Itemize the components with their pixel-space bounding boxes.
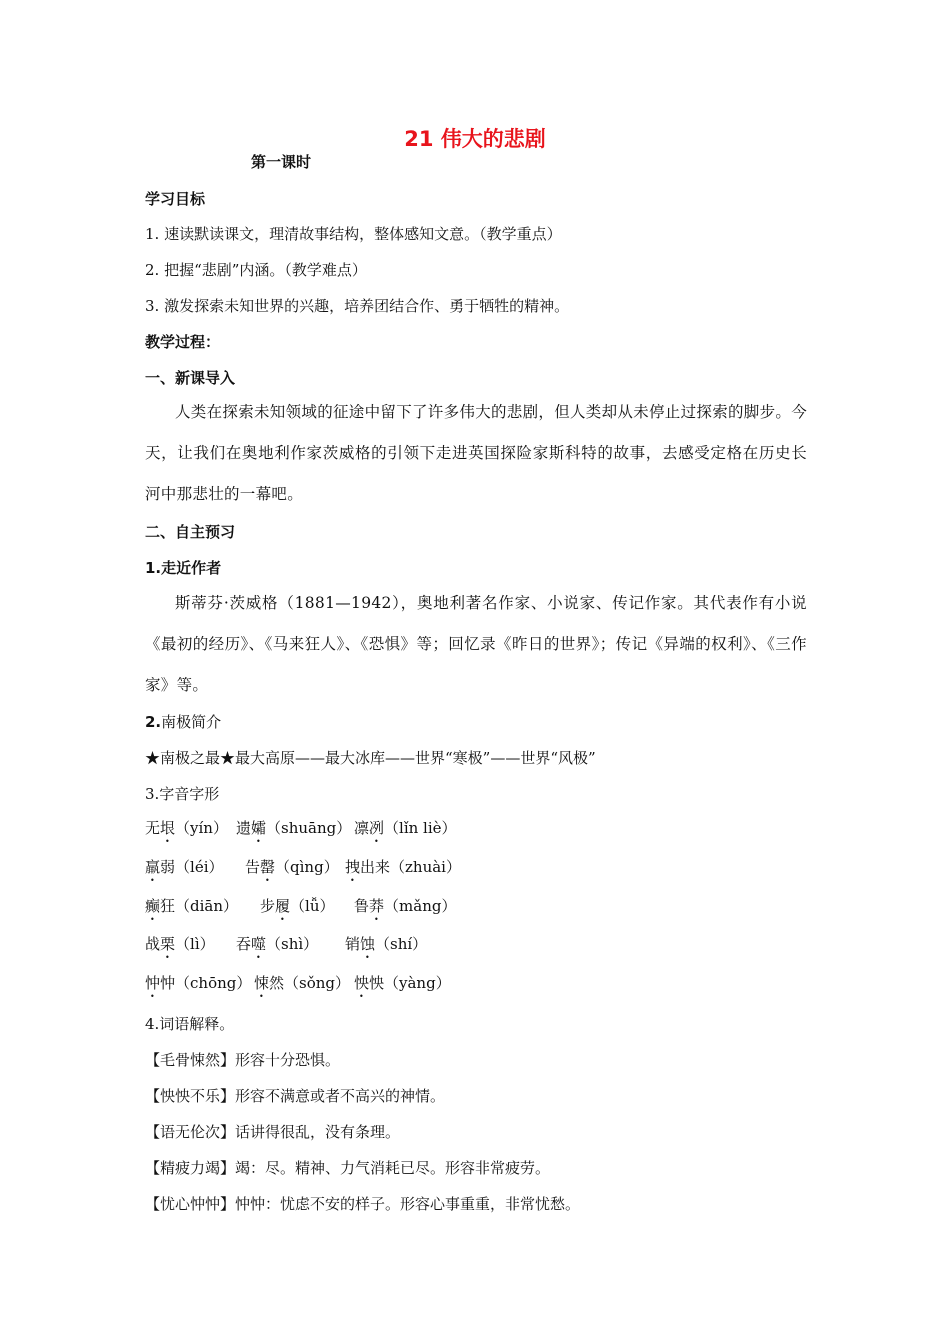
objective-item: 2. 把握“悲剧”内涵。（教学难点） [145,261,367,279]
vocabulary-item [145,1050,340,1070]
pronunciation-item [145,857,224,885]
vocabulary-term: 【毛骨悚然】 [145,1051,236,1069]
pronunciation-item [354,818,457,846]
antarctic-heading-text: 南极简介 [161,713,222,731]
pinyin: 弱（léi） [160,858,224,876]
antarctic-heading [145,712,221,732]
word-part: 战 [145,935,161,953]
vocabulary-item [145,1086,445,1106]
emphasized-char: 羸 [145,858,161,876]
section1-heading: 一、新课导入 [145,369,236,387]
pinyin: （qìng） [275,858,339,876]
word-part: 步 [260,897,276,915]
pinyin: （shì） [266,935,319,953]
emphasized-char: 拽 [345,858,361,876]
intro-paragraph: 人类在探索未知领域的征途中留下了许多伟大的悲剧，但人类却从未停止过探索的脚步。今天，让我们在奥地利作家茨威格的引领下走进英国探险家斯科特的故事，去感受定格在历史长河中那悲壮的一幕吧。 [145,403,808,503]
vocabulary-term: 【怏怏不乐】 [145,1087,236,1105]
emphasized-char: 栗 [160,935,176,953]
emphasized-char: 癫 [145,897,161,915]
pinyin: 忡（chōng） [160,974,252,992]
emphasized-char: 蚀 [360,935,376,953]
pinyin: （lǐn liè） [384,819,457,837]
vocabulary-item [145,1122,400,1142]
pronunciation-item [236,934,318,962]
word-part: 销 [345,935,361,953]
objective-item: 3. 激发探索未知世界的兴趣，培养团结合作、勇于牺牲的精神。 [145,297,570,315]
vocabulary-definition: 形容十分恐惧。 [235,1051,341,1069]
pronunciation-item [260,896,335,924]
vocabulary-definition: 形容不满意或者不高兴的神情。 [235,1087,446,1105]
process-heading: 教学过程： [145,333,221,351]
pronunciation-item [145,896,238,924]
word-part: 鲁 [354,897,370,915]
pinyin: 怏（yàng） [369,974,451,992]
pronunciation-item [245,857,339,885]
vocabulary-definition: 话讲得很乱，没有条理。 [235,1123,401,1141]
emphasized-char: 悚 [254,974,270,992]
lesson-title: 21 伟大的悲剧 [404,127,546,151]
pinyin: 出来（zhuài） [360,858,461,876]
lesson-subtitle: 第一课时 [251,153,312,171]
pronunciation-item [236,818,351,846]
pronunciation-item [254,973,350,1001]
author-heading: 1.走近作者 [145,559,222,577]
emphasized-char: 履 [275,897,291,915]
pinyin: （lì） [175,935,215,953]
pinyin: （yín） [175,819,228,837]
emphasized-char: 莽 [369,897,385,915]
emphasized-char: 怏 [354,974,370,992]
emphasized-char: 垠 [160,819,176,837]
objectives-heading: 学习目标 [145,190,206,208]
emphasized-char: 噬 [251,935,267,953]
vocabulary-term: 【精疲力竭】 [145,1159,236,1177]
antarctic-heading-num: 2. [145,713,162,731]
vocabulary-definition: 忡忡：忧虑不安的样子。形容心事重重，非常忧愁。 [235,1195,581,1213]
pronunciation-item [345,934,427,962]
word-part: 告 [245,858,261,876]
word-part: 遗 [236,819,252,837]
pinyin: 狂（diān） [160,897,239,915]
pronunciation-item [354,973,451,1001]
author-paragraph: 斯蒂芬·茨威格（1881—1942），奥地利著名作家、小说家、传记作家。其代表作有小说《最初的经历》、《马来狂人》、《恐惧》等；回忆录《昨日的世界》；传记《异端的权利》、《三作家》等。 [145,594,807,694]
emphasized-char: 冽 [369,819,385,837]
vocabulary-item [145,1194,580,1214]
pinyin: （shuāng） [266,819,352,837]
vocabulary-term: 【语无伦次】 [145,1123,236,1141]
pronunciation-item [145,973,251,1001]
pinyin: （shí） [375,935,428,953]
emphasized-char: 孀 [251,819,267,837]
pronunciation-item [145,818,228,846]
pronunciation-heading: 3.字音字形 [145,785,220,803]
pinyin: 然（sǒng） [269,974,351,992]
word-part: 无 [145,819,161,837]
pronunciation-item [354,896,456,924]
word-part: 吞 [236,935,252,953]
vocabulary-term: 【忧心忡忡】 [145,1195,236,1213]
pinyin: （mǎng） [384,897,457,915]
pronunciation-item [145,934,215,962]
emphasized-char: 罄 [260,858,276,876]
vocabulary-definition: 竭：尽。精神、力气消耗已尽。形容非常疲劳。 [235,1159,551,1177]
emphasized-char: 忡 [145,974,161,992]
vocabulary-item [145,1158,550,1178]
antarctic-facts: ★南极之最★最大高原——最大冰库——世界“寒极”——世界“风极” [145,749,596,767]
word-part: 凛 [354,819,370,837]
pinyin: （lǚ） [290,897,335,915]
pronunciation-item [345,857,461,885]
section2-heading: 二、自主预习 [145,523,236,541]
vocabulary-heading: 4.词语解释。 [145,1015,235,1033]
objective-item: 1. 速读默读课文，理清故事结构，整体感知文意。（教学重点） [145,225,562,243]
